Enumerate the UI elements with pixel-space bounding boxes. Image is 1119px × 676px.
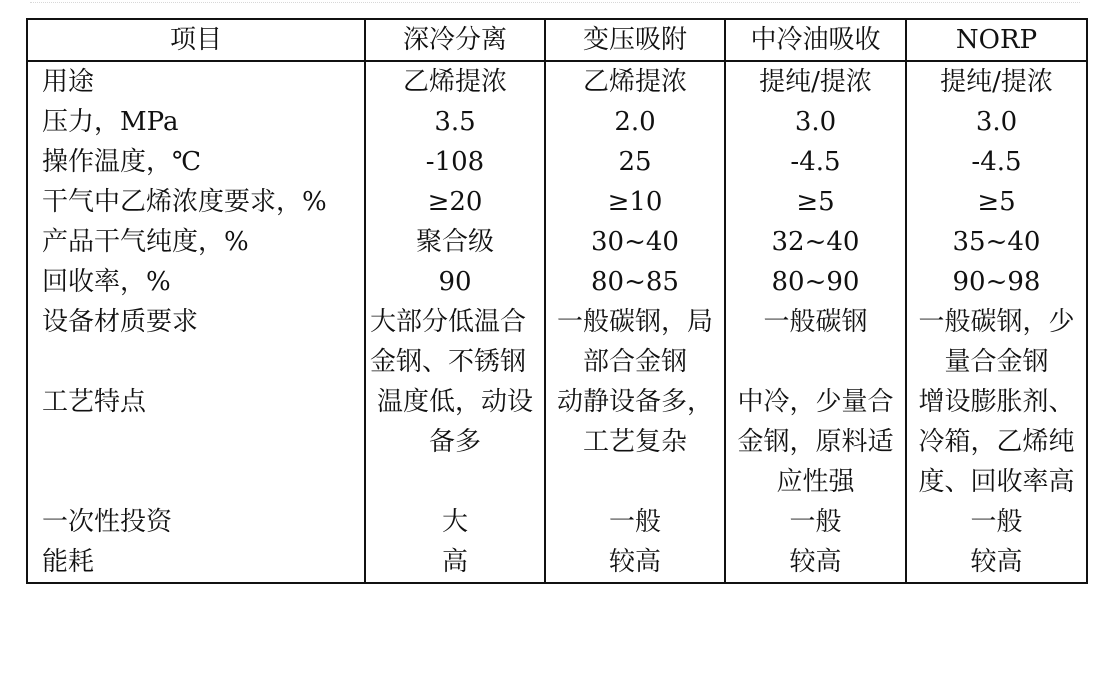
table-cell: 32~40 (725, 222, 906, 262)
table-row (27, 542, 1087, 583)
table-cell: 中冷，少量合金钢，原料适应性强 (725, 382, 906, 502)
table-header-row (27, 19, 1087, 61)
table-cell: 增设膨胀剂、冷箱，乙烯纯度、回收率高 (906, 382, 1087, 502)
table-cell: 90~98 (906, 262, 1087, 302)
table-row (27, 382, 1087, 502)
table-cell: 25 (545, 142, 725, 182)
table-cell: 3.0 (906, 102, 1087, 142)
table-cell: 较高 (545, 542, 725, 583)
table-cell: 一般 (906, 502, 1087, 542)
table-cell: ≥10 (545, 182, 725, 222)
table-cell: 提纯/提浓 (906, 61, 1087, 102)
process-comparison-table (26, 18, 1088, 584)
table-cell: 80~85 (545, 262, 725, 302)
table-cell: ≥20 (365, 182, 545, 222)
table-cell: 一般 (725, 502, 906, 542)
table-cell: 35~40 (906, 222, 1087, 262)
table-cell: 一般碳钢，局部合金钢 (545, 302, 725, 382)
header-intermediate-cold-oil-absorption: 中冷油吸收 (725, 19, 906, 61)
header-norp: NORP (906, 19, 1087, 61)
table-cell: 一般碳钢 (725, 302, 906, 382)
table-cell: 30~40 (545, 222, 725, 262)
table-cell: 80~90 (725, 262, 906, 302)
table-cell: 一般碳钢，少量合金钢 (906, 302, 1087, 382)
row-label-ethylene-concentration: 干气中乙烯浓度要求，% (27, 182, 365, 222)
row-label-recovery-rate: 回收率，% (27, 262, 365, 302)
row-label-energy-consumption: 能耗 (27, 542, 365, 583)
table-cell: 一般 (545, 502, 725, 542)
row-label-one-time-investment: 一次性投资 (27, 502, 365, 542)
faint-top-rule (30, 2, 1080, 3)
table-row (27, 182, 1087, 222)
table-cell: ≥5 (725, 182, 906, 222)
row-label-product-purity: 产品干气纯度，% (27, 222, 365, 262)
table-cell: 乙烯提浓 (365, 61, 545, 102)
table-cell: -4.5 (906, 142, 1087, 182)
table-row (27, 142, 1087, 182)
table-cell: 提纯/提浓 (725, 61, 906, 102)
table-row (27, 262, 1087, 302)
table-cell: 3.0 (725, 102, 906, 142)
table-cell: 大 (365, 502, 545, 542)
table-cell: 聚合级 (365, 222, 545, 262)
table-cell: 高 (365, 542, 545, 583)
table-cell: -108 (365, 142, 545, 182)
table-cell: 2.0 (545, 102, 725, 142)
row-label-usage: 用途 (27, 61, 365, 102)
table-row (27, 302, 1087, 382)
table-cell: 温度低，动设备多 (365, 382, 545, 502)
table-cell: 较高 (725, 542, 906, 583)
header-cryogenic-separation: 深冷分离 (365, 19, 545, 61)
table-cell: 90 (365, 262, 545, 302)
table-cell: ≥5 (906, 182, 1087, 222)
table-cell: 动静设备多，工艺复杂 (545, 382, 725, 502)
row-label-pressure: 压力，MPa (27, 102, 365, 142)
row-label-equipment-material: 设备材质要求 (27, 302, 365, 382)
table-row (27, 61, 1087, 102)
row-label-process-features: 工艺特点 (27, 382, 365, 502)
row-label-operating-temperature: 操作温度，℃ (27, 142, 365, 182)
table-cell: 乙烯提浓 (545, 61, 725, 102)
header-pressure-swing-adsorption: 变压吸附 (545, 19, 725, 61)
header-item: 项目 (27, 19, 365, 61)
table-cell: -4.5 (725, 142, 906, 182)
table-cell: 大部分低温合金钢、不锈钢 (365, 302, 545, 382)
table-cell: 3.5 (365, 102, 545, 142)
table-row (27, 222, 1087, 262)
table-row (27, 502, 1087, 542)
table-row (27, 102, 1087, 142)
table-cell: 较高 (906, 542, 1087, 583)
